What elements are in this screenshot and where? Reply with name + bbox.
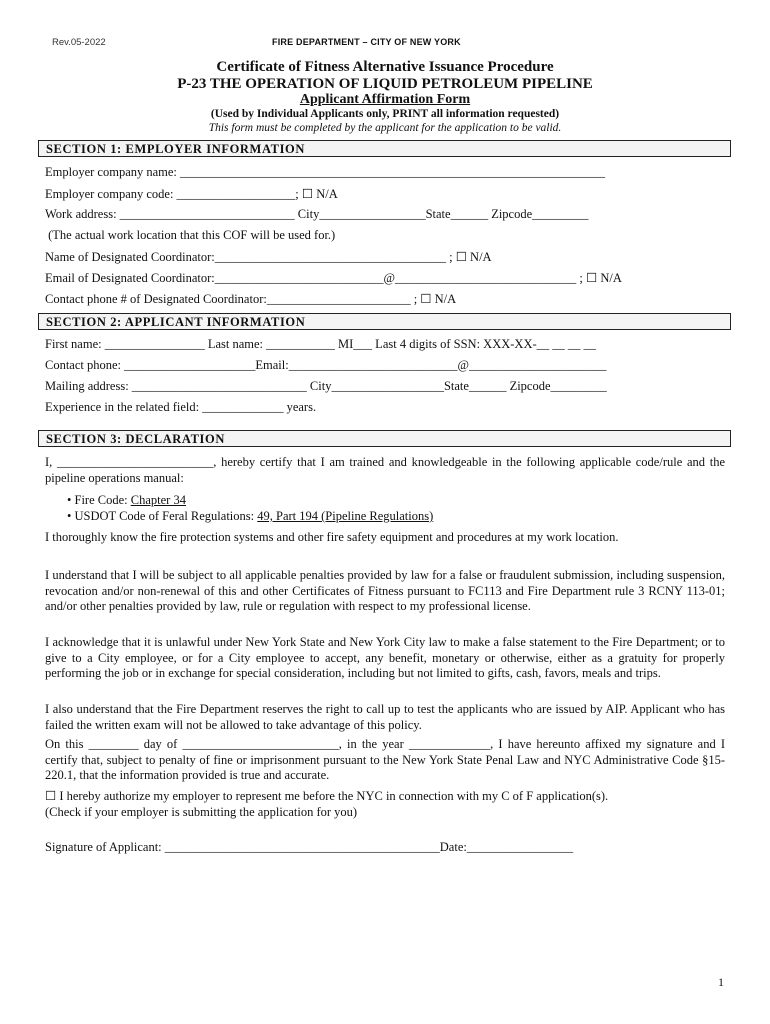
employer-authorization-checkbox[interactable]: ☐ I hereby authorize my employer to represent me before the NYC in connection with my C of F application(s). (Check if your employer is submitting the application for you) — [45, 789, 609, 819]
employer-company-name-field[interactable]: Employer company name: ____________________________________________________________________ — [45, 165, 606, 179]
work-location-note: (The actual work location that this COF will be used for.) — [45, 228, 336, 242]
declaration-paragraph-5: I also understand that the Fire Department reserves the right to call up to test the applicants who are issued by AIP. Applicant who has failed the written exam will not be allowed to take advantage of this policy. — [45, 702, 725, 732]
section2-heading: SECTION 2: APPLICANT INFORMATION — [38, 313, 731, 330]
declaration-paragraph-4: I acknowledge that it is unlawful under New York State and New York City law to make a false statement to the Fire Department; or to give to a City employee, or for a City employee to accept, any benefit, monetary or otherwise, either as a gratuity for properly performing the job or in exchange for special consideration, including but not limited to gifts, cash, favors, meals and trips. — [45, 635, 725, 680]
signature-date-field[interactable]: Signature of Applicant: ____________________________________________Date:_________________ — [45, 840, 574, 854]
coordinator-email-field[interactable]: Email of Designated Coordinator:___________________________@_____________________________ ; ☐ N/A — [45, 271, 622, 285]
revision-label: Rev.05-2022 — [52, 37, 106, 48]
experience-field[interactable]: Experience in the related field: _____________ years. — [45, 400, 317, 414]
chapter-34-link[interactable]: Chapter 34 — [130, 493, 186, 507]
work-address-field[interactable]: Work address: ____________________________ City_________________State______ Zipcode_________ — [45, 207, 589, 221]
declaration-paragraph-2: I thoroughly know the fire protection systems and other fire safety equipment and procedures at my work location. — [45, 530, 619, 544]
department-header: FIRE DEPARTMENT – CITY OF NEW YORK — [272, 37, 461, 47]
form-subtitle: P-23 THE OPERATION OF LIQUID PETROLEUM PIPELINE — [177, 76, 593, 92]
section3-heading: SECTION 3: DECLARATION — [38, 430, 731, 447]
pipeline-regulations-link[interactable]: 49, Part 194 (Pipeline Regulations) — [257, 509, 434, 523]
bullet-usdot-code-label: • USDOT Code of Feral Regulations: — [67, 509, 258, 523]
declaration-intro: I, _________________________, hereby certify that I am trained and knowledgeable in the following applicable code/rule and the pipeline operations manual: — [45, 455, 725, 485]
declaration-paragraph-6: On this ________ day of _________________________, in the year _____________, I have hereunto affixed my signature and I certify that, subject to penalty of fine or imprisonment pursuant to the New York State Penal Law and NYC Administrative Code §15-220.1, that the information provided is true and accurate. — [45, 737, 725, 782]
usage-note: (Used by Individual Applicants only, PRINT all information requested) — [210, 108, 560, 120]
section1-heading: SECTION 1: EMPLOYER INFORMATION — [38, 140, 731, 157]
applicant-contact-field[interactable]: Contact phone: _____________________Email:___________________________@______________________ — [45, 358, 607, 372]
coordinator-phone-field[interactable]: Contact phone # of Designated Coordinator:_______________________ ; ☐ N/A — [45, 292, 457, 306]
form-title: Certificate of Fitness Alternative Issuance Procedure — [216, 59, 554, 75]
bullet-fire-code-label: • Fire Code: — [67, 493, 131, 507]
bullet-usdot-code — [67, 509, 433, 524]
mailing-address-field[interactable]: Mailing address: ____________________________ City__________________State______ Zipcode_________ — [45, 379, 607, 393]
declaration-paragraph-3: I understand that I will be subject to all applicable penalties provided by law for a false or fraudulent submission, including suspension, revocation and/or non-renewal of this and other Certificates of Fitness pursuant to FC113 and Fire Department rule 3 RCNY 113-01; and/or other penalties provided by law, rule or regulation with respect to my professional license. — [45, 568, 725, 613]
coordinator-name-field[interactable]: Name of Designated Coordinator:_____________________________________ ; ☐ N/A — [45, 250, 492, 264]
validity-note: This form must be completed by the applicant for the application to be valid. — [208, 122, 562, 134]
page-number: 1 — [718, 975, 724, 989]
applicant-name-field[interactable]: First name: ________________ Last name: ___________ MI___ Last 4 digits of SSN: XXX-XX-__ __ __ __ — [45, 337, 597, 351]
employer-company-code-field[interactable]: Employer company code: ___________________; ☐ N/A — [45, 187, 338, 201]
bullet-fire-code — [67, 493, 186, 508]
form-name: Applicant Affirmation Form — [299, 92, 471, 107]
